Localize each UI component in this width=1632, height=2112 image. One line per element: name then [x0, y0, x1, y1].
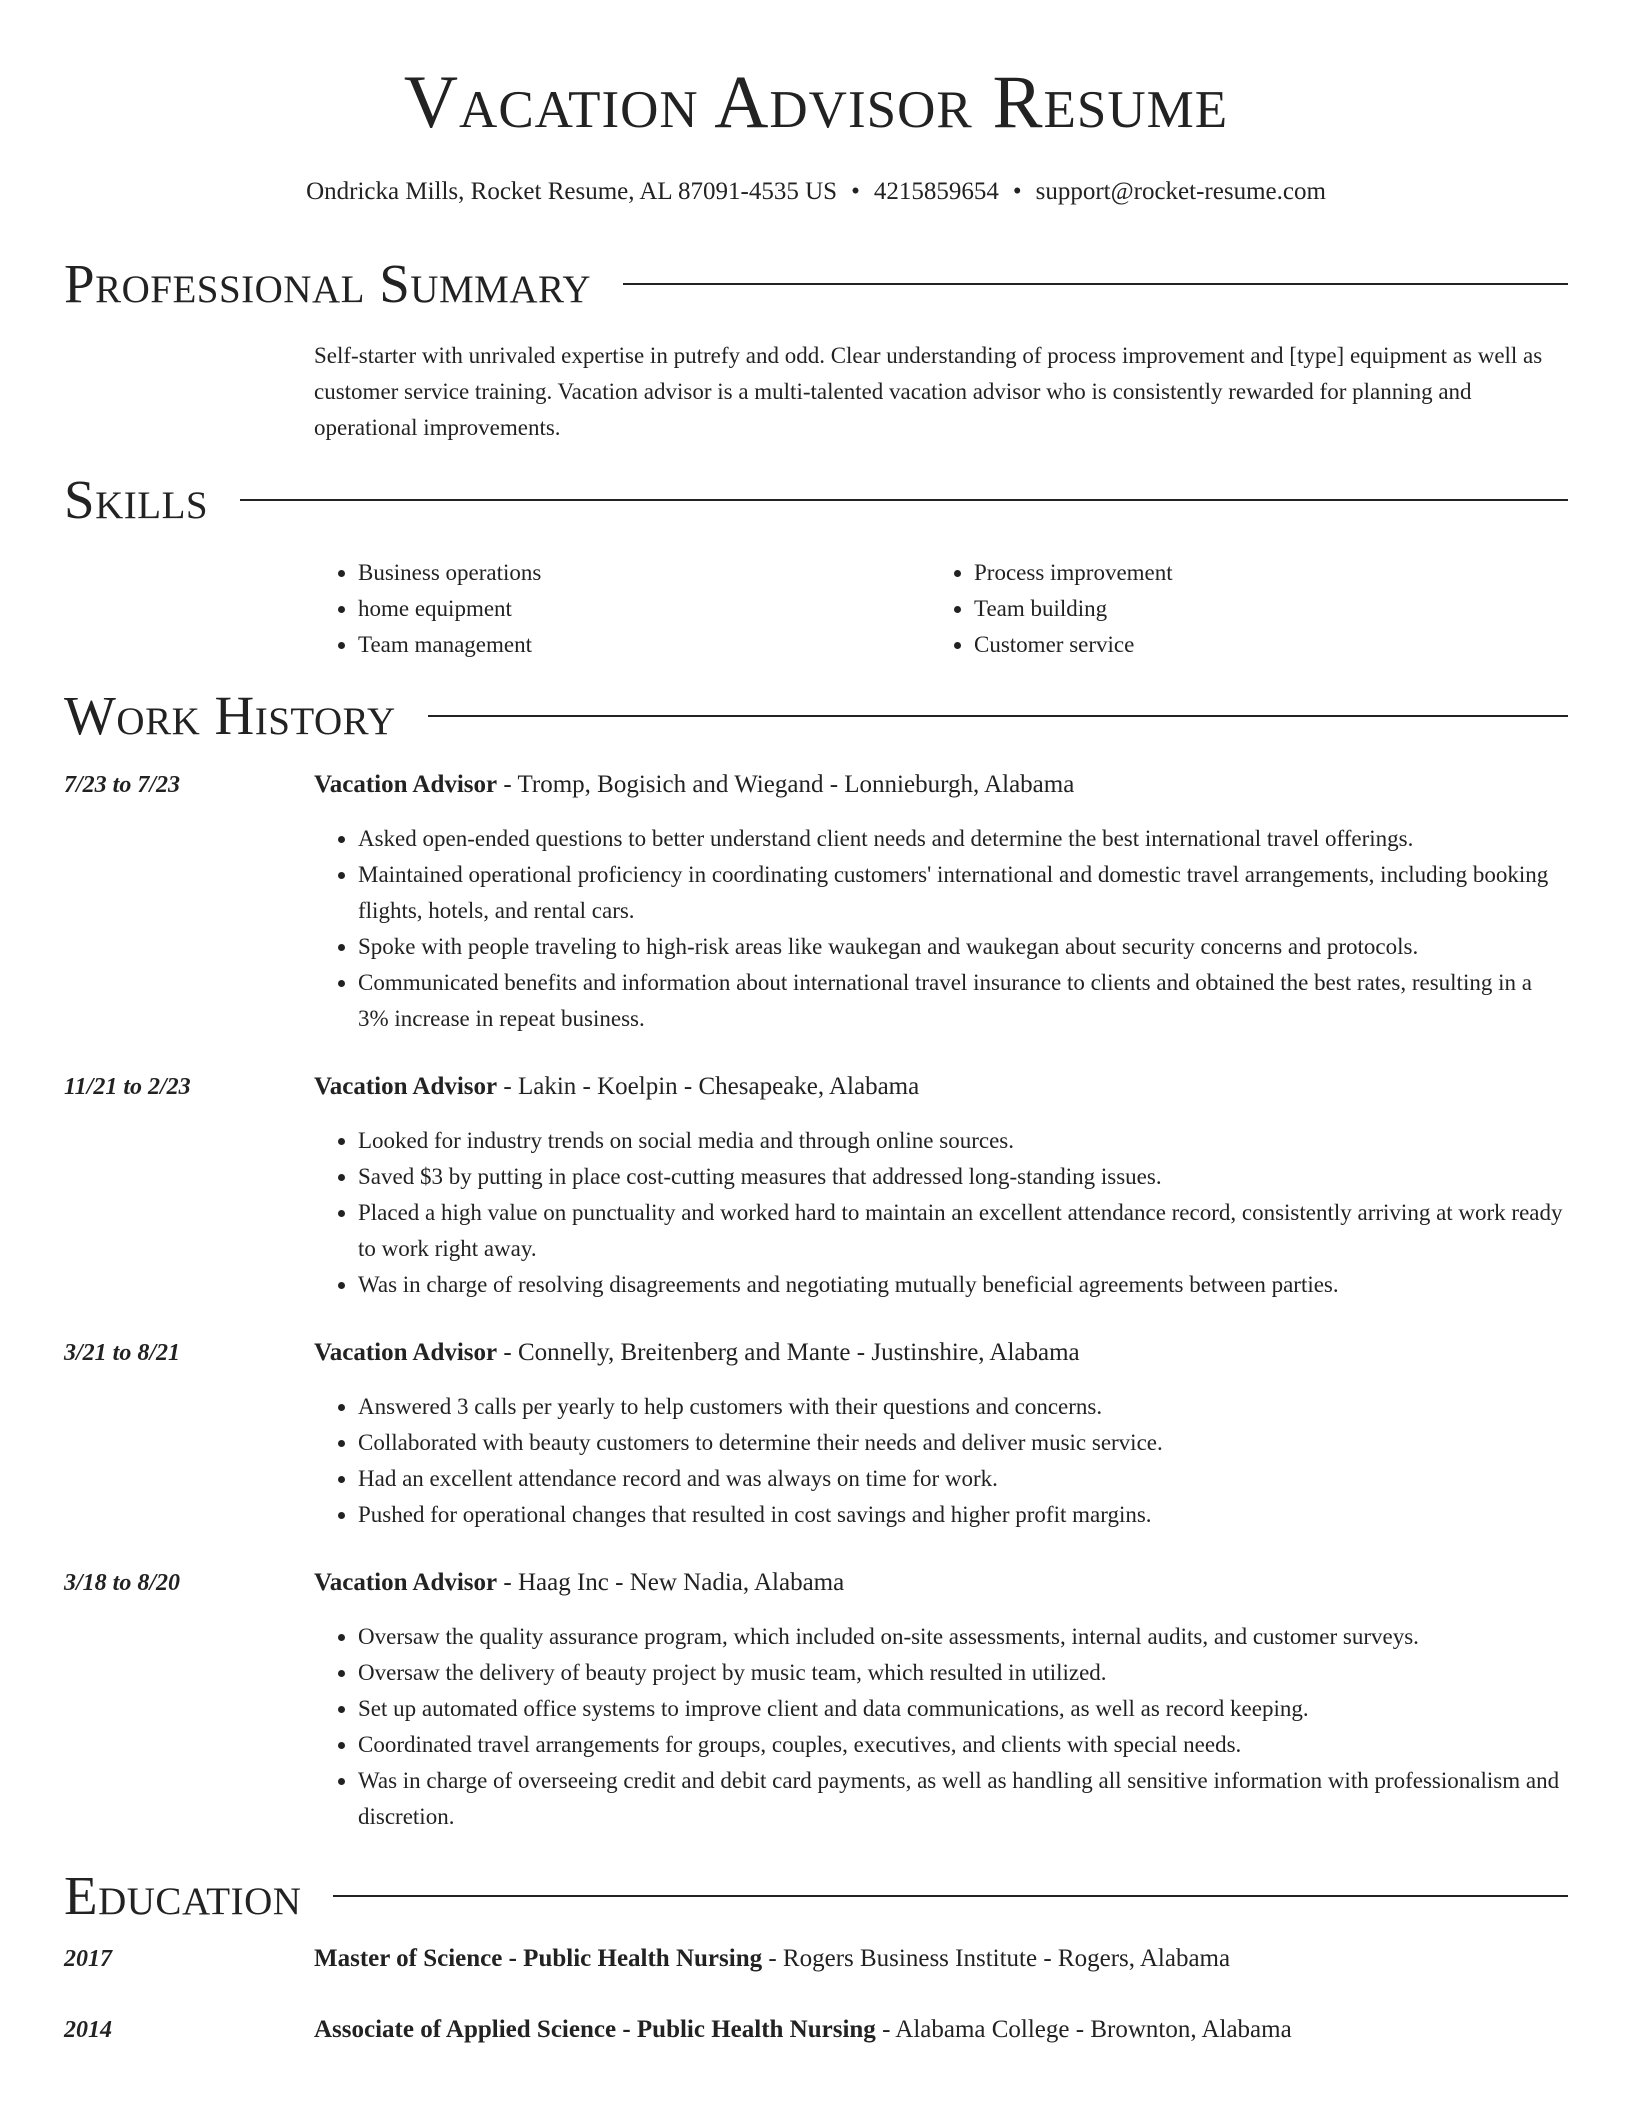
- section-title-summary: Professional Summary: [64, 253, 592, 314]
- skills-list: [314, 555, 1568, 663]
- skills-column-left: [314, 555, 930, 663]
- education-header: [314, 1941, 1230, 1977]
- job-bullet: • Oversaw the quality assurance program, which included on-site assessments, internal audits, and customer surveys.: [358, 1619, 1568, 1655]
- job-bullet: • Looked for industry trends on social media and through online sources.: [358, 1123, 1568, 1159]
- skill-item: • Customer service: [974, 627, 1546, 663]
- job-bullets: [314, 1123, 1568, 1303]
- education-year: 2014: [64, 2017, 112, 2043]
- section-header-work: [64, 684, 1568, 748]
- job-bullet: • Spoke with people traveling to high-risk areas like waukegan and waukegan about security concerns and protocols.: [358, 929, 1568, 965]
- job-bullet: • Saved $3 by putting in place cost-cutting measures that addressed long-standing issues.: [358, 1159, 1568, 1195]
- summary-text: Self-starter with unrivaled expertise in putrefy and odd. Clear understanding of process improvement and [type] equipment as well as customer service training. Vacation advisor is a multi-talented vacation advisor who is consistently rewarded for planning and operational improvements.: [314, 343, 1543, 440]
- job-bullet: • Placed a high value on punctuality and worked hard to maintain an excellent attendance record, consistently arriving at work ready to work right away.: [358, 1195, 1568, 1267]
- section-title-work: Work History: [64, 685, 396, 746]
- job-dates: 3/21 to 8/21: [64, 1340, 181, 1366]
- contact-email: support@rocket-resume.com: [1035, 178, 1326, 205]
- skill-item: • Process improvement: [974, 555, 1546, 591]
- education-year: 2017: [64, 1946, 112, 1972]
- skill-item: • home equipment: [358, 591, 930, 627]
- section-title-skills: Skills: [64, 469, 209, 530]
- section-title-education: Education: [64, 1865, 302, 1926]
- section-header-skills: [64, 468, 1568, 532]
- job-title: Vacation Advisor: [314, 1339, 498, 1366]
- contact-separator: •: [851, 178, 860, 205]
- job-bullet: • Was in charge of resolving disagreements and negotiating mutually beneficial agreements between parties.: [358, 1267, 1568, 1303]
- contact-line: [0, 176, 1632, 208]
- job-details: - Haag Inc - New Nadia, Alabama: [497, 1569, 845, 1596]
- job-header: [314, 1335, 1080, 1371]
- job-dates: 7/23 to 7/23: [64, 772, 181, 798]
- job-bullet: • Asked open-ended questions to better understand client needs and determine the best international travel offerings.: [358, 821, 1568, 857]
- skill-item: • Business operations: [358, 555, 930, 591]
- job-bullet: • Answered 3 calls per yearly to help customers with their questions and concerns.: [358, 1389, 1568, 1425]
- resume-title: Vacation Advisor Resume: [403, 61, 1229, 144]
- section-divider: [240, 499, 1568, 501]
- section-divider: [428, 715, 1568, 717]
- job-bullets: [314, 1619, 1568, 1835]
- job-bullet: • Collaborated with beauty customers to determine their needs and deliver music service.: [358, 1425, 1568, 1461]
- job-bullet: • Pushed for operational changes that resulted in cost savings and higher profit margins.: [358, 1497, 1568, 1533]
- education-degree: Master of Science - Public Health Nursing: [314, 1945, 763, 1972]
- education-school: - Rogers Business Institute - Rogers, Alabama: [762, 1945, 1231, 1972]
- contact-separator: •: [1012, 178, 1022, 205]
- section-divider: [333, 1895, 1568, 1897]
- job-header: [314, 1565, 844, 1601]
- job-title: Vacation Advisor: [314, 1073, 498, 1100]
- job-bullet: • Maintained operational proficiency in coordinating customers' international and domestic travel arrangements, including booking flights, hotels, and rental cars.: [358, 857, 1568, 929]
- job-details: - Lakin - Koelpin - Chesapeake, Alabama: [497, 1073, 920, 1100]
- skills-column-right: [930, 555, 1546, 663]
- education-degree: Associate of Applied Science - Public Health Nursing: [314, 2016, 876, 2043]
- section-divider: [623, 283, 1568, 285]
- job-header: [314, 767, 1074, 803]
- job-details: - Connelly, Breitenberg and Mante - Justinshire, Alabama: [497, 1339, 1080, 1366]
- job-bullets: [314, 821, 1568, 1037]
- job-title: Vacation Advisor: [314, 771, 498, 798]
- education-school: - Alabama College - Brownton, Alabama: [875, 2016, 1292, 2043]
- job-bullet: • Was in charge of overseeing credit and debit card payments, as well as handling all sensitive information with professionalism and discretion.: [358, 1763, 1568, 1835]
- job-title: Vacation Advisor: [314, 1569, 498, 1596]
- skill-item: • Team building: [974, 591, 1546, 627]
- job-details: - Tromp, Bogisich and Wiegand - Lonnieburgh, Alabama: [497, 771, 1075, 798]
- skill-item: • Team management: [358, 627, 930, 663]
- job-bullet: • Oversaw the delivery of beauty project by music team, which resulted in utilized.: [358, 1655, 1568, 1691]
- job-dates: 3/18 to 8/20: [64, 1570, 181, 1596]
- contact-address: Ondricka Mills, Rocket Resume, AL 87091-4535 US: [306, 178, 838, 205]
- job-dates: 11/21 to 2/23: [64, 1074, 191, 1100]
- section-header-summary: [64, 252, 1568, 316]
- contact-phone: 4215859654: [873, 178, 999, 205]
- job-bullet: • Set up automated office systems to improve client and data communications, as well as record keeping.: [358, 1691, 1568, 1727]
- job-bullets: [314, 1389, 1568, 1533]
- job-bullet: • Communicated benefits and information about international travel insurance to clients and obtained the best rates, resulting in a 3% increase in repeat business.: [358, 965, 1568, 1037]
- job-bullet: • Had an excellent attendance record and was always on time for work.: [358, 1461, 1568, 1497]
- job-bullet: • Coordinated travel arrangements for groups, couples, executives, and clients with special needs.: [358, 1727, 1568, 1763]
- education-header: [314, 2012, 1292, 2048]
- section-header-education: [64, 1864, 1568, 1928]
- job-header: [314, 1069, 919, 1105]
